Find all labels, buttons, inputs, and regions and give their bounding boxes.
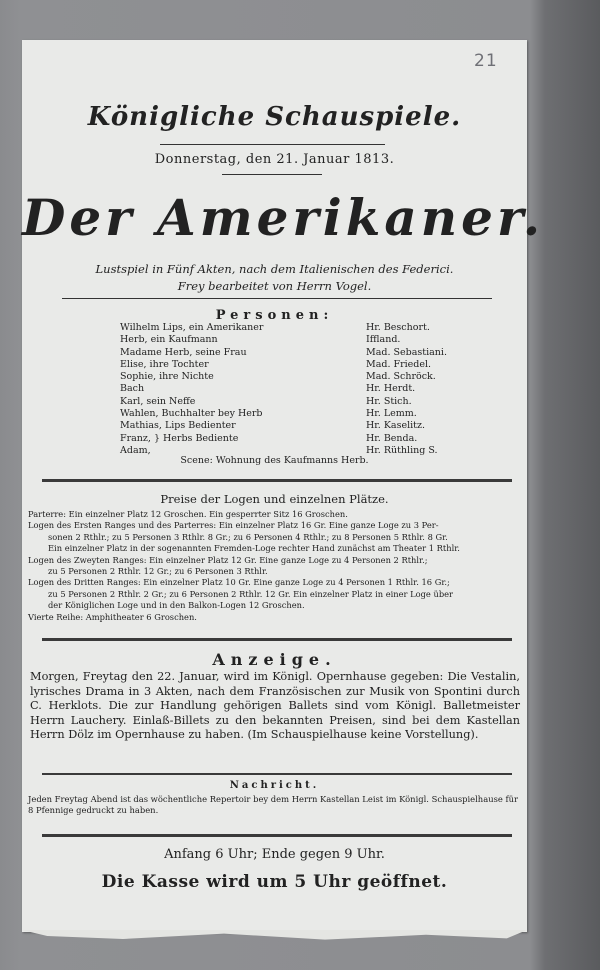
cast-heading: Personen: [215,308,334,323]
actor-name: Mad. Schröck. [366,371,436,383]
subtitle-genre: Lustspiel in Fünf Akten, nach dem Italienischen des Federici. [95,262,454,276]
actor-list [366,322,516,457]
divider [62,298,492,299]
date-line: Donnerstag, den 21. Januar 1813. [154,152,395,167]
role-name: Elise, ihre Tochter [120,358,209,370]
role-list [120,322,320,457]
price-line: der Königlichen Loge und in den Balkon-Logen 12 Groschen. [48,600,305,611]
role-name: Wahlen, Buchhalter bey Herb [120,408,263,420]
box-office-line: Die Kasse wird um 5 Uhr geöffnet. [101,872,448,892]
price-line: Ein einzelner Platz in der sogenannten Fremden-Loge rechter Hand zunächst am Theater 1 Rthlr. [48,543,460,554]
price-line: Parterre: Ein einzelner Platz 12 Groschen. Ein gesperrter Sitz 16 Groschen. [28,509,348,519]
role-name: Madame Herb, seine Frau [120,346,247,358]
role-name: Wilhelm Lips, ein Amerikaner [120,322,264,333]
play-title: Der Amerikaner. [22,188,545,247]
section-rule [42,834,512,837]
role-name: Herb, ein Kaufmann [120,334,218,346]
role-name: Sophie, ihre Nichte [120,371,214,383]
price-line: sonen 2 Rthlr.; zu 5 Personen 3 Rthlr. 8 Gr.; zu 6 Personen 4 Rthlr.; zu 8 Personen 5 Rthlr. 8 Gr. [48,531,448,542]
announcement-heading: Anzeige. [212,650,337,669]
role-name: Franz, } Herbs Bediente [120,432,239,444]
section-rule [42,479,512,482]
actor-name: Iffland. [366,334,401,346]
role-name: Bach [120,383,145,395]
archive-number: 21 [474,51,498,71]
theater-name: Königliche Schauspiele. [87,102,462,132]
role-name: Karl, sein Neffe [120,395,196,407]
performance-times: Anfang 6 Uhr; Ende gegen 9 Uhr. [164,847,385,862]
playbill-sheet [22,40,545,932]
price-line: Logen des Zweyten Ranges: Ein einzelner Platz 12 Gr. Eine ganze Loge zu 4 Personen 2 Rthlr.; [28,554,428,565]
actor-name: Hr. Beschort. [366,322,430,333]
announcement-text: Morgen, Freytag den 22. Januar, wird im Königl. Opernhause gegeben: Die Vestalin, lyrisches Drama in 3 Akten, nach dem Französischen zur Musik von Spontini durch C. Herklots. Die zur Handlung gehörigen Ballets sind vom Königl. Balletmeister Herrn Lauchery. Einlaß-Billets zu den bekannten Preisen, sind bei dem Kastellan Herrn Dölz im Opernhause zu haben. (Im Schauspielhause keine Vorstellung). [30,670,520,741]
role-name: Mathias, Lips Bedienter [120,420,236,432]
notice-heading: Nachricht. [229,780,320,791]
price-line: Vierte Reihe: Amphitheater 6 Groschen. [28,611,197,622]
price-line: zu 5 Personen 2 Rthlr. 12 Gr.; zu 6 Personen 3 Rthlr. [48,566,268,577]
divider [160,144,385,145]
notice-text: Jeden Freytag Abend ist das wöchentliche Repertoir bey dem Herrn Kastellan Leist im Königl. Schauspielhause für 8 Pfennige gedruckt zu haben. [28,794,518,816]
actor-name: Hr. Kaselitz. [366,420,425,432]
price-line: zu 5 Personen 2 Rthlr. 2 Gr.; zu 6 Personen 2 Rthlr. 12 Gr. Ein einzelner Platz in einer Loge über [48,588,454,599]
price-line: Logen des Dritten Ranges: Ein einzelner Platz 10 Gr. Eine ganze Loge zu 4 Personen 1 Rthlr. 16 Gr.; [28,577,450,588]
section-rule [42,773,512,775]
prices-block [28,509,520,623]
role-name: Adam, [120,444,151,456]
actor-name: Hr. Lemm. [366,408,417,420]
prices-heading: Preise der Logen und einzelnen Plätze. [160,492,389,506]
actor-name: Hr. Benda. [366,432,418,444]
actor-name: Hr. Herdt. [366,383,416,395]
scene-line: Scene: Wohnung des Kaufmanns Herb. [180,455,369,466]
subtitle-adaptation: Frey bearbeitet von Herrn Vogel. [177,279,372,293]
actor-name: Hr. Rüthling S. [366,444,438,456]
divider [222,174,322,175]
actor-name: Mad. Sebastiani. [366,346,447,358]
price-line: Logen des Ersten Ranges und des Parterres: Ein einzelner Platz 16 Gr. Eine ganze Loge zu 3 Per- [28,520,439,531]
actor-name: Mad. Friedel. [366,358,432,370]
section-rule [42,638,512,641]
actor-name: Hr. Stich. [366,395,412,407]
